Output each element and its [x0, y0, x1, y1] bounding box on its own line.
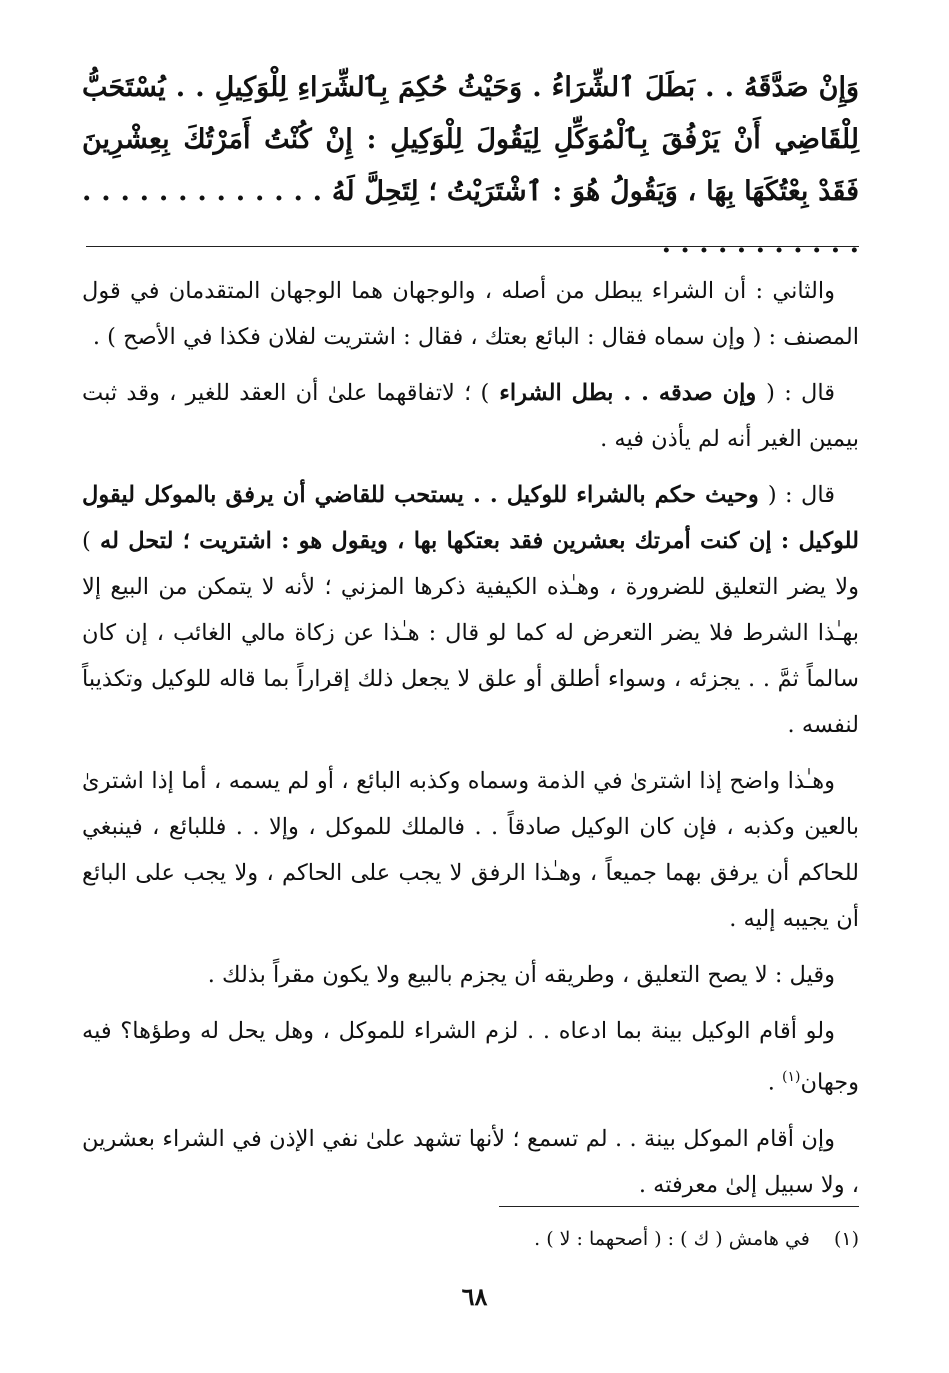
sharh-paragraph-7: وإن أقام الموكل بينة . . لم تسمع ؛ لأنها تشهد علىٰ نفي الإذن في الشراء بعشرين ، ولا سبيل إلىٰ معرفته .	[82, 1125, 859, 1198]
footnote-reference: (١)	[782, 1069, 801, 1085]
matn-separator-rule	[86, 246, 859, 247]
sharh-paragraph-5: وقيل : لا يصح التعليق ، وطريقه أن يجزم بالبيع ولا يكون مقراً بذلك .	[207, 962, 835, 988]
sharh-commentary	[82, 268, 859, 1218]
footnote-separator-rule	[499, 1206, 859, 1207]
quote-close-explanation: ) ؛ لاتفاقهما علىٰ أن العقد للغير ، وقد ثبت بيمين الغير أنه لم يأذن فيه .	[82, 380, 859, 452]
quote-close: )	[82, 528, 91, 554]
matn-paragraph: وَإِنْ صَدَّقَهُ . . بَطَلَ ٱلشِّرَاءُ . وَحَيْثُ حُكِمَ بِٱلشِّرَاءِ لِلْوَكِيلِ . . يُسْتَحَبُّ لِلْقَاضِي أَنْ يَرْفُقَ بِٱلْمُوَكِّلِ لِيَقُولَ لِلْوَكِيلِ : إِنْ كُنْتُ أَمَرْتُكَ بِعِشْرِينَ فَقَدْ بِعْتُكَهَا بِهَا ، وَيَقُولُ هُوَ : ٱشْتَرَيْتُ ؛ لِتَحِلَّ لَهُ . . . . . . . . . . . . . . . . . . . . . . . .	[82, 72, 859, 259]
quoted-matn: وإن صدقه . . بطل الشراء	[489, 380, 767, 406]
footnote	[82, 1223, 859, 1255]
matn-text	[82, 62, 859, 270]
footnote-number: (١)	[833, 1228, 859, 1250]
quote-open: قال : (	[766, 380, 835, 406]
sharh-paragraph-6	[82, 1008, 859, 1106]
quoted-matn: وحيث حكم بالشراء للوكيل . . يستحب للقاضي أن يرفق بالموكل ليقول للوكيل : إن كنت أمرتك بعشرين فقد بعتكها بها ، ويقول هو : اشتريت ؛ لتحل له	[82, 482, 859, 554]
sharh-paragraph-4: وهـٰذا واضح إذا اشترىٰ في الذمة وسماه وكذبه البائع ، أو لم يسمه ، أما إذا اشترىٰ بالعين وكذبه ، فإن كان الوكيل صادقاً . . فالملك للموكل ، وإلا . . فللبائع ، فينبغي للحاكم أن يرفق بهما جميعاً ، وهـٰذا الرفق لا يجب على الحاكم ، ولا يجب على البائع أن يجيبه إليه .	[82, 768, 859, 932]
footnote-text: في هامش ( ك ) : ( أصحهما : لا ) .	[534, 1228, 810, 1250]
paragraph-end: .	[767, 1069, 782, 1096]
sharh-paragraph-2	[82, 370, 859, 462]
sharh-paragraph-3	[82, 472, 859, 748]
quote-open: قال : (	[767, 482, 835, 508]
page-number: ٦٨	[461, 1282, 488, 1311]
paragraph-text: ولو أقام الوكيل بينة بما ادعاه . . لزم الشراء للموكل ، وهل يحل له وطؤها؟ فيه وجهان	[82, 1018, 859, 1096]
sharh-paragraph-1: والثاني : أن الشراء يبطل من أصله ، والوجهان هما الوجهان المتقدمان في قول المصنف : ( وإن سماه فقال : البائع بعتك ، فقال : اشتريت لفلان فكذا في الأصح ) .	[82, 278, 859, 350]
sharh-paragraph-3-continuation: ولا يضر التعليق للضرورة ، وهـٰذه الكيفية ذكرها المزني ؛ لأنه لا يتمكن من البيع إلا بهـٰذا الشرط فلا يضر التعرض له كما لو قال : هـٰذا عن زكاة مالي الغائب ، إن كان سالماً ثمَّ . . يجزئه ، وسواء أطلق أو علق لا يجعل ذلك إقراراً بما قاله للوكيل وتكذيباً لنفسه .	[82, 574, 859, 738]
